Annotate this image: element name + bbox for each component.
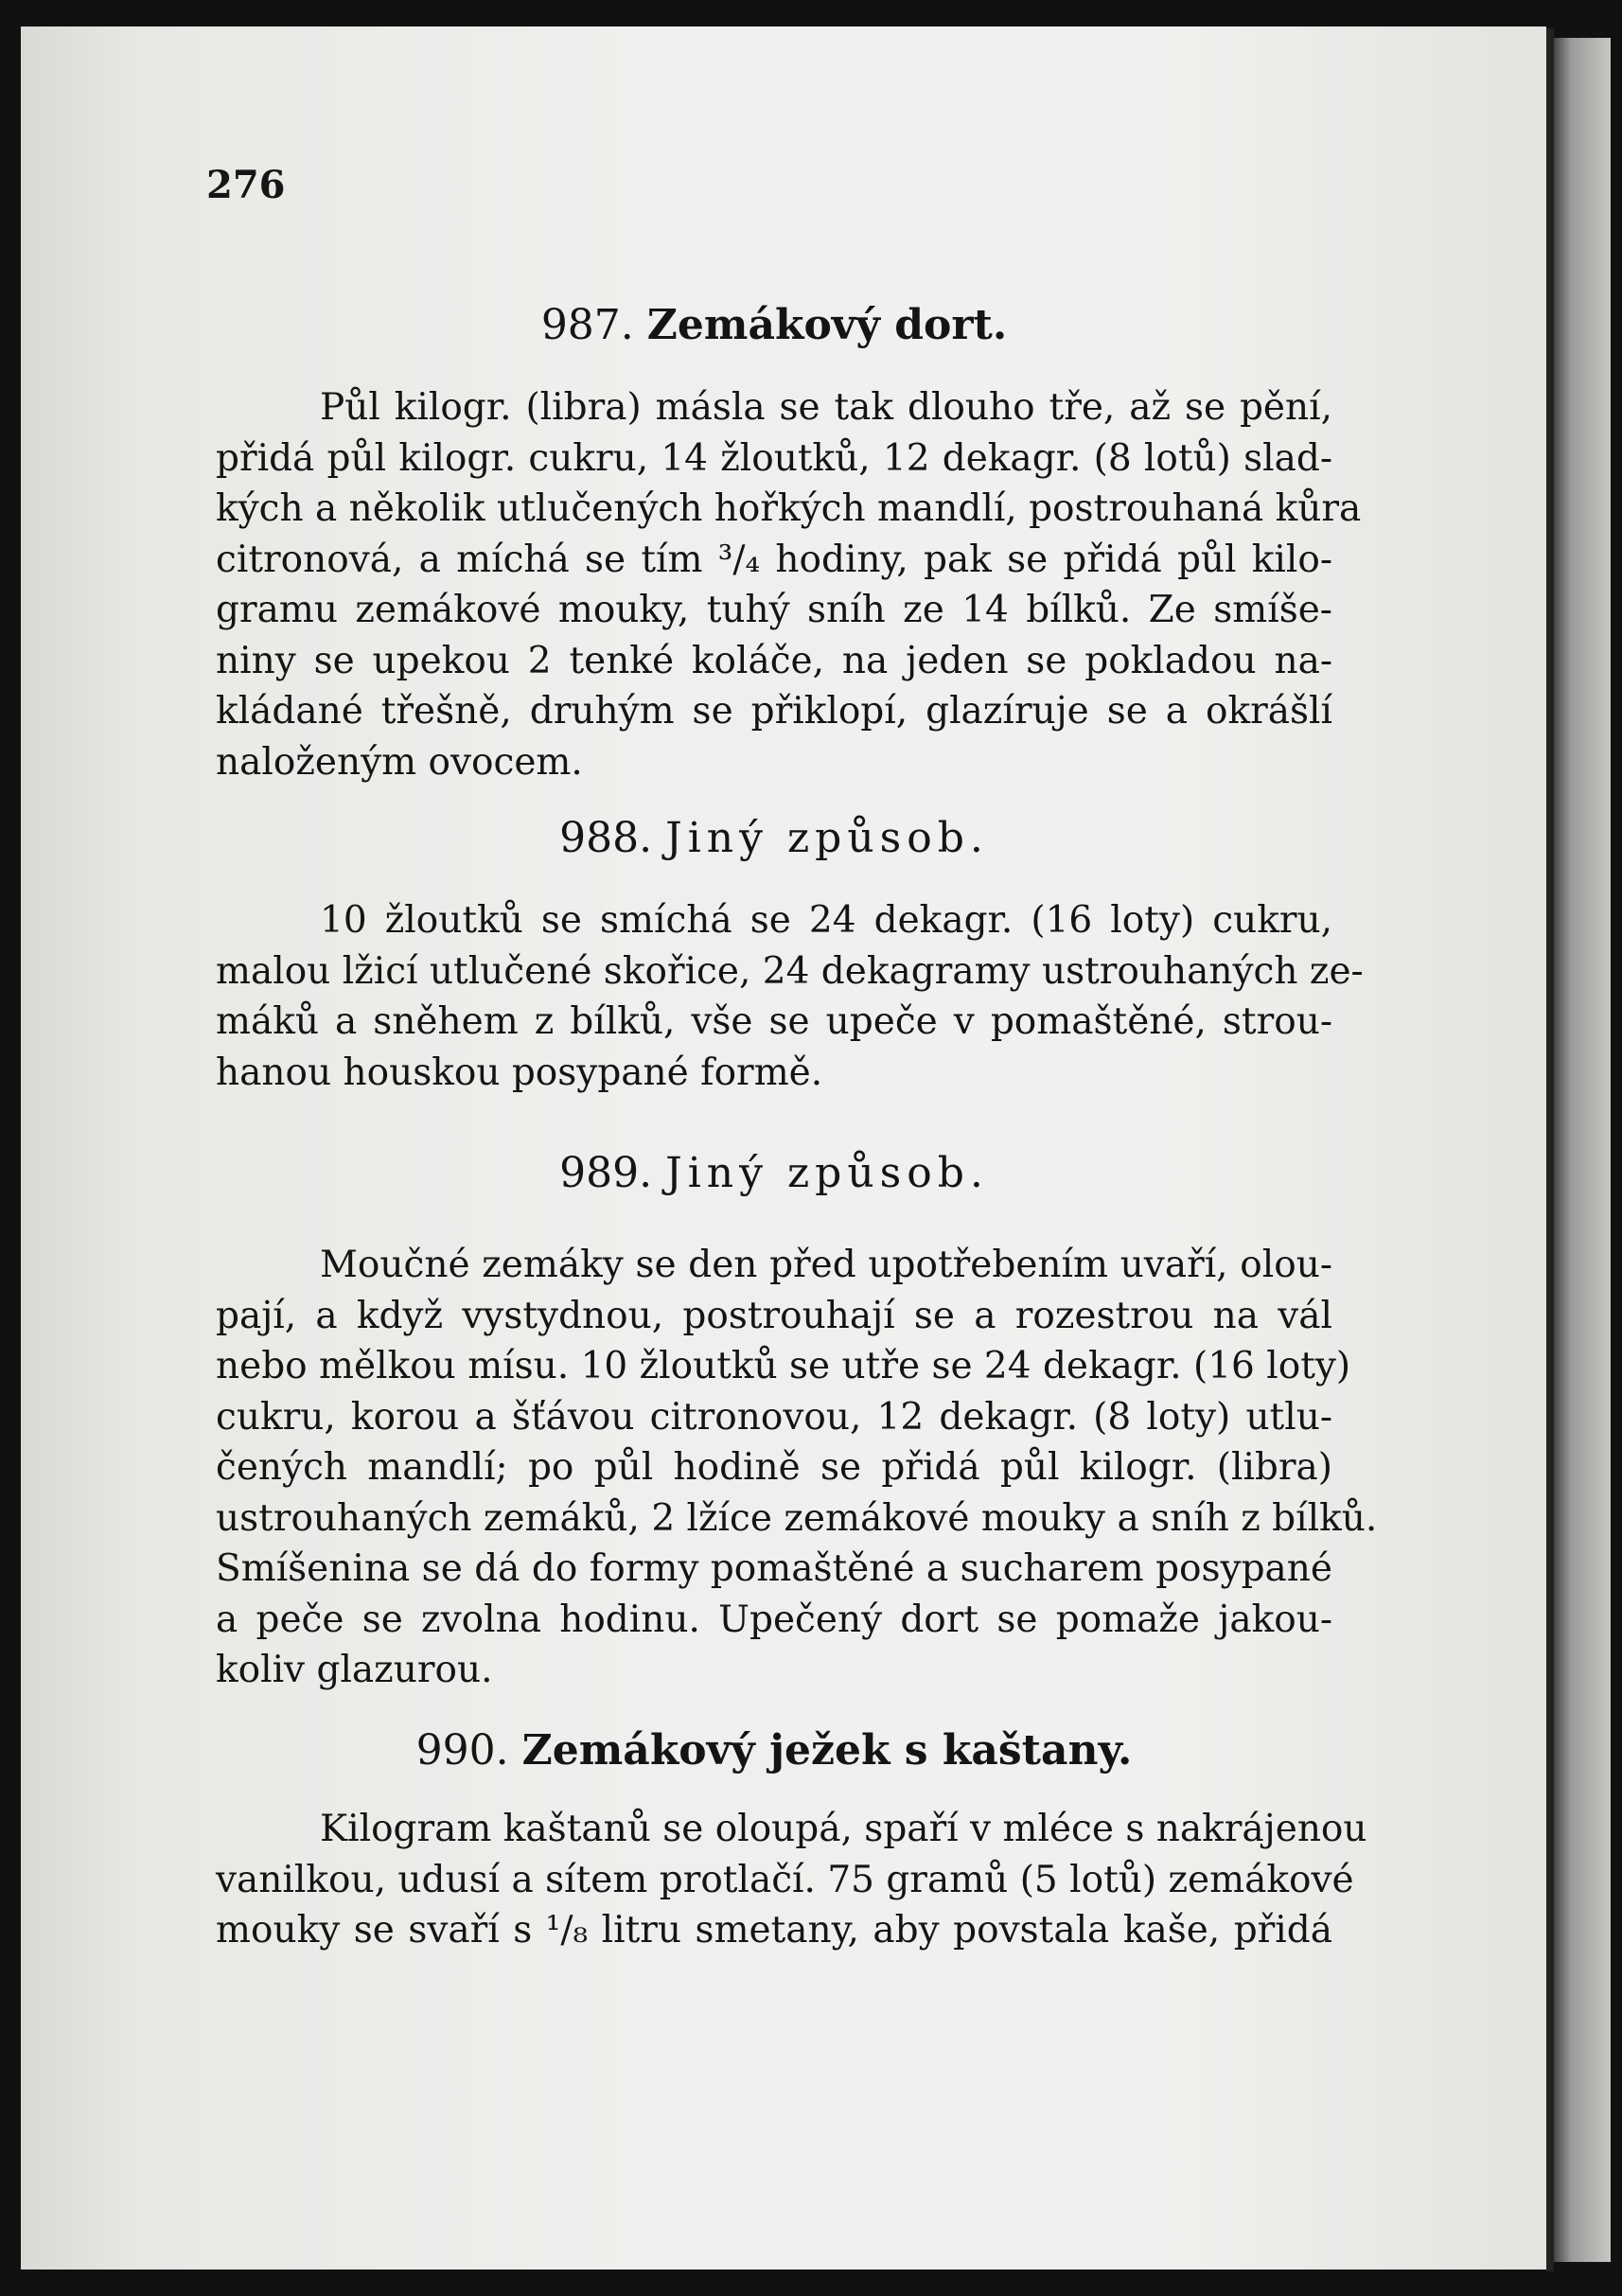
text-line: kých a několik utlučených hořkých mandlí, postrouhaná kůra <box>216 487 1362 530</box>
recipe-title: Jiný způsob. <box>665 1149 989 1197</box>
recipe-number: 988. <box>559 814 653 862</box>
recipe-number: 987. <box>540 301 634 349</box>
text-line: Moučné zemáky se den před upotřebením uvaří, olou- <box>320 1244 1332 1286</box>
recipe-text-989 <box>216 1240 1378 1696</box>
adjacent-page-edge <box>1554 38 1611 2262</box>
text-line: 10 žloutků se smíchá se 24 dekagr. (16 loty) cukru, <box>320 899 1332 942</box>
text-line: Půl kilogr. (libra) másla se tak dlouho tře, až se pění, <box>320 386 1332 429</box>
text-line: nebo mělkou mísu. 10 žloutků se utře se 24 dekagr. (16 loty) <box>216 1345 1351 1387</box>
recipe-number: 990. <box>415 1726 509 1775</box>
page-gutter <box>1546 28 1554 2271</box>
recipe-heading-989 <box>216 1147 1332 1200</box>
text-line: ustrouhaných zemáků, 2 lžíce zemákové mouky a sníh z bílků. <box>216 1496 1378 1540</box>
text-line: malou lžicí utlučené skořice, 24 dekagramy ustrouhaných ze- <box>216 949 1364 993</box>
text-line: a peče se zvolna hodinu. Upečený dort se pomaže jakou- <box>216 1598 1332 1641</box>
page-number: 276 <box>206 163 286 207</box>
recipe-heading-990 <box>216 1724 1332 1777</box>
recipe-title: Jiný způsob. <box>665 814 989 862</box>
text-line: přidá půl kilogr. cukru, 14 žloutků, 12 dekagr. (8 lotů) slad- <box>216 436 1332 480</box>
text-line: cukru, korou a šťávou citronovou, 12 dekagr. (8 loty) utlu- <box>216 1395 1332 1439</box>
recipe-heading-988 <box>216 812 1332 865</box>
recipe-text-988 <box>216 895 1364 1098</box>
text-line: kládané třešně, druhým se přiklopí, glazíruje se a okrášlí <box>216 690 1332 733</box>
recipe-heading-987 <box>216 299 1332 352</box>
text-line: citronová, a míchá se tím ³/₄ hodiny, pak se přidá půl kilo- <box>216 538 1332 581</box>
text-line: koliv glazurou. <box>216 1649 493 1691</box>
text-line: hanou houskou posypané formě. <box>216 1051 823 1094</box>
recipe-text-990 <box>216 1804 1367 1956</box>
text-line: naloženým ovocem. <box>216 740 583 784</box>
text-line: niny se upekou 2 tenké koláče, na jeden se pokladou na- <box>216 639 1332 682</box>
recipe-number: 989. <box>559 1149 653 1197</box>
text-line: čených mandlí; po půl hodině se přidá půl kilogr. (libra) <box>216 1446 1332 1489</box>
text-line: máků a sněhem z bílků, vše se upeče v pomaštěné, strou- <box>216 1000 1332 1043</box>
recipe-title: Zemákový dort. <box>646 301 1008 349</box>
text-line: mouky se svaří s ¹/₈ litru smetany, aby povstala kaše, přidá <box>216 1909 1332 1952</box>
text-line: Smíšenina se dá do formy pomaštěné a sucharem posypané <box>216 1547 1332 1590</box>
text-line: vanilkou, udusí a sítem protlačí. 75 gramů (5 lotů) zemákové <box>216 1858 1354 1901</box>
text-line: gramu zemákové mouky, tuhý sníh ze 14 bílků. Ze smíše- <box>216 589 1332 631</box>
recipe-text-987 <box>216 382 1362 787</box>
text-line: pají, a když vystydnou, postrouhají se a rozestrou na vál <box>216 1294 1332 1337</box>
recipe-title: Zemákový ježek s kaštany. <box>521 1726 1133 1775</box>
text-line: Kilogram kaštanů se oloupá, spaří v mléce s nakrájenou <box>320 1808 1367 1850</box>
